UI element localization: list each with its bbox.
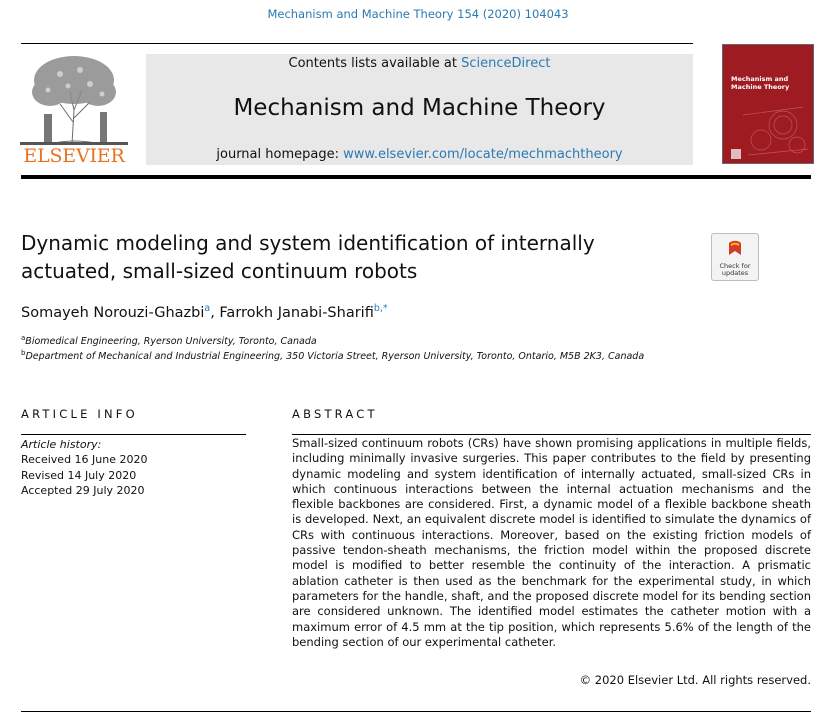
affiliation-b-text: Department of Mechanical and Industrial Engineering, 350 Victoria Street, Ryerson University, Toronto, Ontario, M5B 2K3, Canada bbox=[25, 351, 645, 363]
homepage-line bbox=[146, 147, 693, 162]
elsevier-wordmark: ELSEVIER bbox=[23, 145, 125, 167]
author-list bbox=[21, 303, 388, 321]
journal-citation[interactable]: Mechanism and Machine Theory 154 (2020) 104043 bbox=[267, 7, 569, 21]
article-info-heading: ARTICLE INFO bbox=[21, 407, 138, 421]
header-thick-divider bbox=[21, 175, 811, 179]
cover-pattern-icon bbox=[723, 45, 814, 164]
author-1-affil-mark[interactable]: a bbox=[204, 303, 211, 314]
journal-cover-thumbnail[interactable] bbox=[722, 44, 814, 164]
affiliation-a bbox=[21, 334, 317, 347]
article-info-divider bbox=[21, 434, 246, 435]
check-for-updates-button[interactable] bbox=[711, 233, 759, 281]
article-title bbox=[21, 229, 661, 285]
affiliation-b-mark: b bbox=[21, 349, 26, 357]
top-divider bbox=[21, 43, 693, 44]
article-title-line-1: Dynamic modeling and system identification of internally bbox=[21, 231, 595, 255]
contents-prefix: Contents lists available at bbox=[288, 56, 462, 71]
history-label: Article history: bbox=[21, 438, 102, 451]
article-history bbox=[21, 437, 147, 498]
bottom-divider bbox=[21, 711, 811, 712]
check-updates-line-2: updates bbox=[721, 269, 749, 277]
contents-line bbox=[146, 56, 693, 71]
check-updates-line-1: Check for bbox=[719, 262, 751, 270]
cover-title: Mechanism and Machine Theory bbox=[731, 75, 790, 91]
affiliation-a-mark: a bbox=[21, 334, 26, 342]
history-revised: Revised 14 July 2020 bbox=[21, 468, 137, 482]
author-separator: , bbox=[210, 304, 220, 321]
journal-header-box bbox=[146, 54, 693, 165]
article-title-line-2: actuated, small-sized continuum robots bbox=[21, 259, 418, 283]
homepage-prefix: journal homepage: bbox=[216, 147, 344, 162]
journal-homepage-link[interactable]: www.elsevier.com/locate/mechmachtheory bbox=[343, 147, 623, 162]
journal-title: Mechanism and Machine Theory bbox=[233, 95, 606, 121]
history-received: Received 16 June 2020 bbox=[21, 453, 148, 467]
author-2-affil-mark[interactable]: b,* bbox=[373, 303, 388, 314]
check-updates-icon bbox=[712, 237, 758, 265]
author-2[interactable]: Farrokh Janabi-Sharifi bbox=[219, 304, 374, 321]
elsevier-tree-icon bbox=[20, 52, 128, 146]
elsevier-logo[interactable] bbox=[20, 52, 128, 170]
author-1[interactable]: Somayeh Norouzi-Ghazbi bbox=[21, 304, 205, 321]
affiliation-a-text: Biomedical Engineering, Ryerson University, Toronto, Canada bbox=[25, 336, 317, 348]
abstract-body: Small-sized continuum robots (CRs) have shown promising applications in multiple fields, including minimally invasive surgeries. This paper contributes to the field by presenting dynamic modeling and system identification of internally actuated, small-sized CRs in which continuous interactions between the internal actuation mechanisms and the flexible backbones are considered. First, a dynamic model of a flexible backbone sheath is developed. Next, an equivalent discrete model is identified to simulate the dynamics of CRs with continuous interactions. Moreover, based on the existing friction models of passive tendon-sheath mechanisms, the friction model within the proposed discrete model is modified to better resemble the continuity of the interaction. A prismatic ablation catheter is then used as the benchmark for the experimental study, in which parameters for the handle, shaft, and the proposed discrete model for its bending section are considered unknown. The identified model estimates the catheter motion with a maximum error of 4.5 mm at the tip position, which represents 5.6% of the length of the bending section of our experimental catheter. bbox=[292, 436, 811, 649]
abstract-divider bbox=[292, 434, 811, 435]
abstract-heading: ABSTRACT bbox=[292, 407, 378, 421]
copyright-notice: © 2020 Elsevier Ltd. All rights reserved. bbox=[579, 673, 811, 687]
history-accepted: Accepted 29 July 2020 bbox=[21, 483, 145, 497]
sciencedirect-link[interactable]: ScienceDirect bbox=[461, 56, 551, 71]
affiliation-b bbox=[21, 349, 644, 362]
check-updates-label bbox=[712, 263, 758, 277]
